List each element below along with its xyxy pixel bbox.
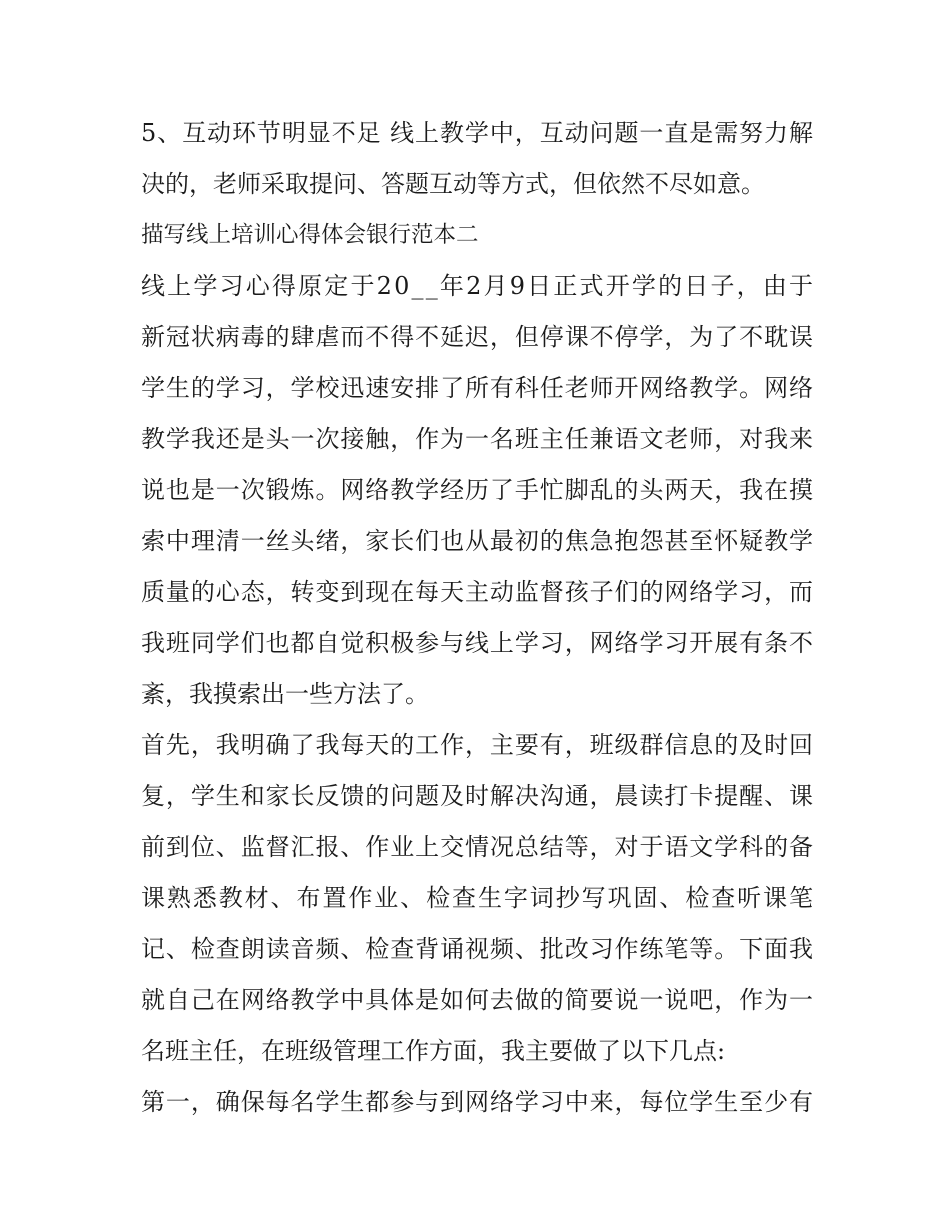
text-line-14: 复，学生和家长反馈的问题及时解决沟通，晨读打卡提醒、课 [141, 782, 814, 810]
text-line-2: 决的，老师采取提问、答题互动等方式，但依然不尽如意。 [141, 170, 765, 198]
text-line-4: 线上学习心得原定于20__年2月9日正式开学的日子，由于 [141, 272, 816, 300]
text-line-17: 记、检查朗读音频、检查背诵视频、批改习作练笔等。下面我 [141, 935, 814, 963]
text-line-20: 第一，确保每名学生都参与到网络学习中来，每位学生至少有 [141, 1088, 814, 1116]
document-body [141, 108, 816, 1128]
text-line-16: 课熟悉教材、布置作业、检查生字词抄写巩固、检查听课笔 [141, 884, 815, 912]
text-line-18: 就自己在网络教学中具体是如何去做的简要说一说吧，作为一 [141, 986, 814, 1014]
text-line-13: 首先，我明确了我每天的工作，主要有，班级群信息的及时回 [141, 731, 814, 759]
text-line-5: 新冠状病毒的肆虐而不得不延迟，但停课不停学，为了不耽误 [141, 323, 814, 351]
text-line-11: 我班同学们也都自觉积极参与线上学习，网络学习开展有条不 [141, 629, 814, 657]
text-line-15: 前到位、监督汇报、作业上交情况总结等，对于语文学科的备 [141, 833, 814, 861]
text-line-1: 5、互动环节明显不足 线上教学中，互动问题一直是需努力解 [141, 119, 814, 147]
text-line-7: 教学我还是头一次接触，作为一名班主任兼语文老师，对我来 [141, 425, 814, 453]
section-heading: 描写线上培训心得体会银行范本二 [141, 222, 479, 248]
text-line-9: 索中理清一丝头绪，家长们也从最初的焦急抱怨甚至怀疑教学 [141, 527, 814, 555]
text-line-8: 说也是一次锻炼。网络教学经历了手忙脚乱的头两天，我在摸 [141, 476, 814, 504]
text-line-19: 名班主任，在班级管理工作方面，我主要做了以下几点: [141, 1037, 726, 1065]
text-line-10: 质量的心态，转变到现在每天主动监督孩子们的网络学习，而 [141, 578, 814, 606]
text-line-6: 学生的学习，学校迅速安排了所有科任老师开网络教学。网络 [141, 374, 814, 402]
text-line-12: 紊，我摸索出一些方法了。 [141, 680, 429, 708]
